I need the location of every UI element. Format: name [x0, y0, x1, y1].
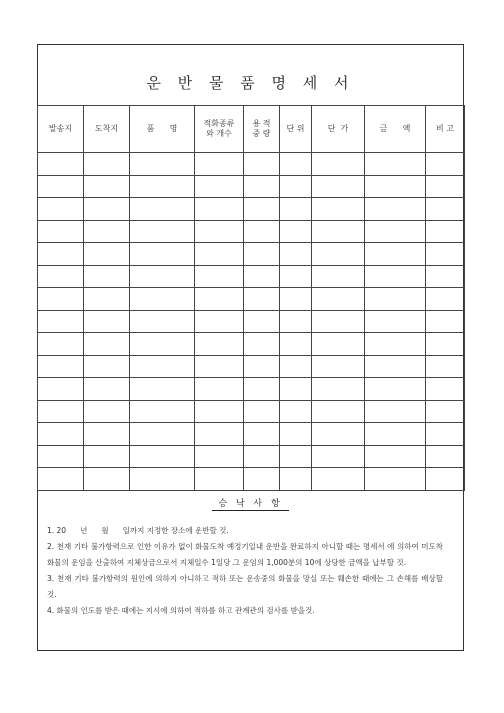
table-cell: [84, 378, 130, 401]
table-cell: [280, 288, 312, 311]
table-cell: [312, 355, 365, 378]
table-cell: [244, 198, 280, 221]
table-cell: [195, 400, 244, 423]
table-cell: [426, 400, 465, 423]
header-item-name: 품 명: [130, 106, 195, 153]
table-cell: [38, 355, 84, 378]
table-cell: [312, 445, 365, 468]
header-amount: 금 액: [365, 106, 426, 153]
table-cell: [84, 333, 130, 356]
table-cell: [130, 265, 195, 288]
table-cell: [312, 198, 365, 221]
table-cell: [84, 355, 130, 378]
table-row: [38, 445, 465, 468]
table-row: [38, 175, 465, 198]
table-cell: [312, 378, 365, 401]
table-cell: [130, 378, 195, 401]
table-cell: [426, 445, 465, 468]
table-cell: [365, 400, 426, 423]
document-frame: [37, 44, 464, 651]
terms-section: [38, 480, 463, 650]
header-unit: 단 위: [280, 106, 312, 153]
table-cell: [426, 423, 465, 446]
table-cell: [38, 265, 84, 288]
table-cell: [244, 175, 280, 198]
table-cell: [38, 445, 84, 468]
terms-item-4: 4. 화물의 인도를 받은 때에는 지시에 의하여 적하를 하고 관계관의 검사를 받을것.: [47, 606, 315, 615]
table-cell: [130, 175, 195, 198]
table-cell: [312, 153, 365, 176]
table-cell: [84, 445, 130, 468]
document-title: 운 반 물 품 명 세 서: [146, 74, 355, 92]
table-cell: [244, 333, 280, 356]
table-cell: [426, 355, 465, 378]
table-cell: [130, 153, 195, 176]
header-origin: 발송지: [38, 106, 84, 153]
table-cell: [130, 310, 195, 333]
table-row: [38, 310, 465, 333]
table-cell: [280, 265, 312, 288]
table-cell: [195, 243, 244, 266]
table-cell: [426, 198, 465, 221]
table-row: [38, 333, 465, 356]
table-cell: [195, 310, 244, 333]
terms-item-1-text: 일까지 지정한 장소에 운반할 것.: [122, 526, 229, 535]
table-cell: [84, 243, 130, 266]
table-cell: [84, 198, 130, 221]
table-cell: [38, 288, 84, 311]
table-cell: [38, 220, 84, 243]
terms-item-1-year: 년: [80, 526, 88, 535]
table-cell: [84, 288, 130, 311]
table-cell: [38, 400, 84, 423]
table-cell: [365, 220, 426, 243]
header-remarks: 비 고: [426, 106, 465, 153]
table-cell: [195, 355, 244, 378]
table-cell: [130, 288, 195, 311]
table-cell: [280, 175, 312, 198]
table-cell: [280, 220, 312, 243]
table-cell: [195, 423, 244, 446]
table-cell: [426, 220, 465, 243]
table-cell: [312, 333, 365, 356]
table-cell: [365, 333, 426, 356]
table-cell: [312, 400, 365, 423]
table-cell: [280, 400, 312, 423]
table-cell: [280, 243, 312, 266]
table-cell: [195, 445, 244, 468]
table-body: [38, 153, 465, 491]
table-cell: [365, 355, 426, 378]
item-table: [37, 105, 465, 491]
table-cell: [365, 288, 426, 311]
table-cell: [280, 153, 312, 176]
table-cell: [38, 423, 84, 446]
table-cell: [38, 198, 84, 221]
table-cell: [280, 355, 312, 378]
table-cell: [130, 333, 195, 356]
table-cell: [195, 378, 244, 401]
table-cell: [130, 220, 195, 243]
table-cell: [130, 355, 195, 378]
table-cell: [426, 310, 465, 333]
table-cell: [38, 378, 84, 401]
header-volume-weight: 용 적 중 량: [244, 106, 280, 153]
table-cell: [312, 265, 365, 288]
table-cell: [244, 153, 280, 176]
table-row: [38, 423, 465, 446]
table-cell: [195, 153, 244, 176]
table-cell: [365, 310, 426, 333]
table-row: [38, 243, 465, 266]
table-cell: [312, 310, 365, 333]
table-cell: [426, 288, 465, 311]
table-cell: [130, 423, 195, 446]
table-cell: [38, 243, 84, 266]
table-row: [38, 288, 465, 311]
table-cell: [244, 378, 280, 401]
table-cell: [312, 243, 365, 266]
table-row: [38, 220, 465, 243]
table-cell: [426, 243, 465, 266]
table-cell: [195, 288, 244, 311]
table-row: [38, 355, 465, 378]
table-cell: [365, 198, 426, 221]
table-cell: [130, 243, 195, 266]
table-cell: [84, 220, 130, 243]
table-cell: [280, 333, 312, 356]
table-cell: [312, 288, 365, 311]
terms-heading: [38, 496, 463, 509]
table-cell: [244, 265, 280, 288]
table-header-row: [38, 106, 465, 153]
table-cell: [365, 243, 426, 266]
table-cell: [38, 333, 84, 356]
table-cell: [244, 400, 280, 423]
table-cell: [195, 175, 244, 198]
terms-item-1-lead: 1. 20: [47, 526, 67, 535]
table-cell: [280, 378, 312, 401]
table-cell: [365, 445, 426, 468]
table-cell: [280, 423, 312, 446]
table-cell: [426, 175, 465, 198]
table-cell: [195, 333, 244, 356]
table-cell: [130, 198, 195, 221]
table-cell: [84, 175, 130, 198]
table-cell: [312, 220, 365, 243]
header-unit-price: 단 가: [312, 106, 365, 153]
table-cell: [38, 310, 84, 333]
table-cell: [38, 153, 84, 176]
table-cell: [365, 265, 426, 288]
table-row: [38, 378, 465, 401]
table-cell: [365, 175, 426, 198]
table-cell: [84, 153, 130, 176]
table-cell: [365, 378, 426, 401]
table-cell: [312, 423, 365, 446]
header-cargo-type-count: 적화종류 와 개수: [195, 106, 244, 153]
table-cell: [426, 333, 465, 356]
table-cell: [365, 153, 426, 176]
table-cell: [280, 445, 312, 468]
table-cell: [312, 175, 365, 198]
table-cell: [426, 378, 465, 401]
table-cell: [365, 423, 426, 446]
table-cell: [195, 265, 244, 288]
table-cell: [195, 198, 244, 221]
terms-item-1: [47, 523, 443, 539]
table-cell: [130, 445, 195, 468]
table-cell: [426, 265, 465, 288]
table-row: [38, 265, 465, 288]
table-row: [38, 400, 465, 423]
table-cell: [280, 310, 312, 333]
table-cell: [244, 310, 280, 333]
terms-item-3: 3. 천재 기타 불가항력의 원인에 의하지 아니하고 적하 또는 운송중의 화물을 망실 또는 훼손한 때에는 그 손해를 배상할 것.: [47, 574, 443, 599]
table-cell: [38, 175, 84, 198]
terms-list: [38, 523, 463, 619]
table-cell: [244, 355, 280, 378]
table-cell: [244, 423, 280, 446]
table-cell: [244, 220, 280, 243]
table-cell: [84, 400, 130, 423]
table-row: [38, 198, 465, 221]
header-destination: 도착지: [84, 106, 130, 153]
table-cell: [280, 198, 312, 221]
table-cell: [130, 400, 195, 423]
table-cell: [244, 445, 280, 468]
table-cell: [426, 153, 465, 176]
table-cell: [84, 423, 130, 446]
table-row: [38, 153, 465, 176]
table-cell: [84, 310, 130, 333]
terms-item-1-month: 월: [101, 526, 109, 535]
terms-heading-text: 승 낙 사 항: [212, 499, 288, 511]
table-cell: [244, 288, 280, 311]
table-cell: [195, 220, 244, 243]
table-cell: [244, 243, 280, 266]
terms-item-2: 2. 천재 기타 불가항력으로 인한 이유가 없이 화물도착 예정기일내 운반을 완료하지 아니할 때는 명세서 에 의하여 미도착화물의 운임을 산출하여 지체상금으로서 지체일수 1일당 그 운임의 1,000분의 10에 상당한 금액을 납부할 것.: [47, 542, 443, 567]
table-cell: [84, 265, 130, 288]
